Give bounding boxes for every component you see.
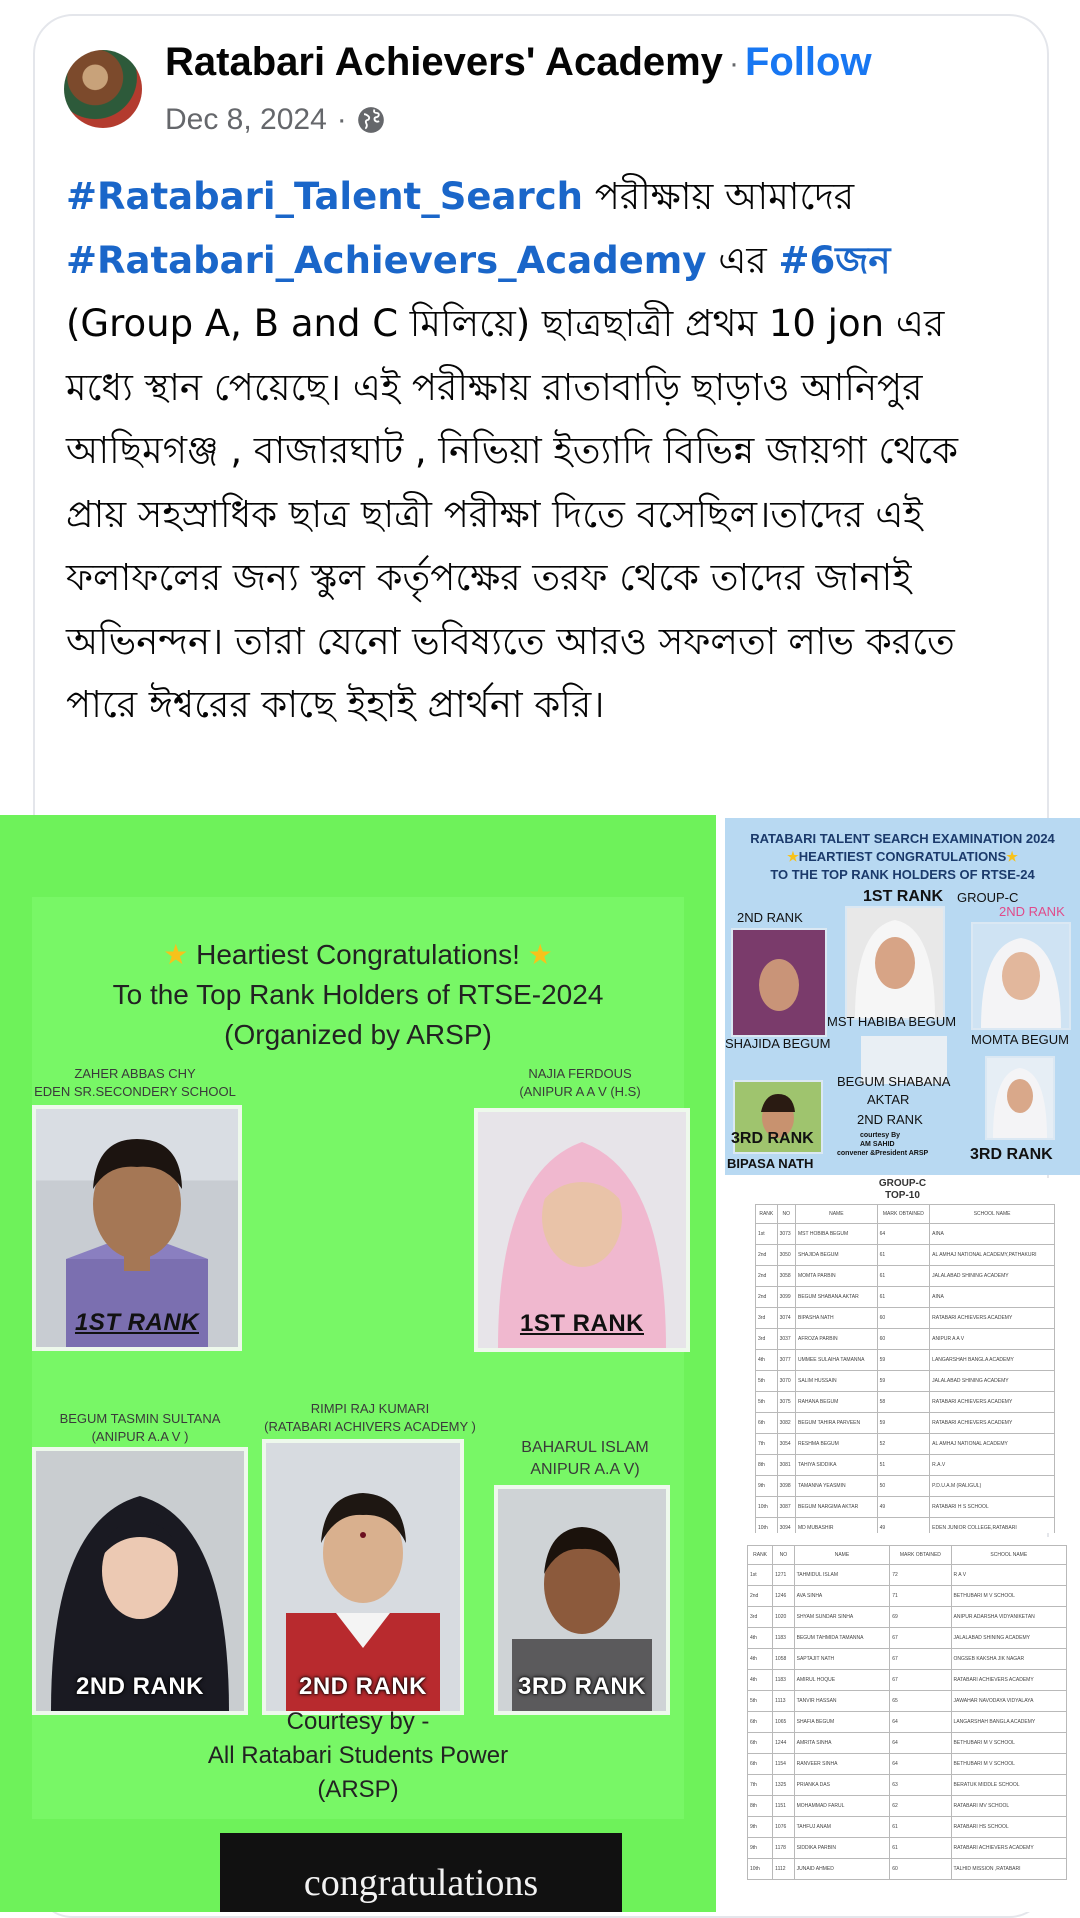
table-cell: 3081 bbox=[777, 1455, 795, 1476]
table-cell: 1112 bbox=[773, 1859, 794, 1880]
globe-icon bbox=[357, 106, 385, 134]
table-cell: AMIRUL HOQUE bbox=[794, 1670, 890, 1691]
table-cell: 59 bbox=[877, 1350, 930, 1371]
table-cell: 67 bbox=[890, 1670, 951, 1691]
rank-label: 2ND RANK bbox=[298, 1673, 427, 1700]
table-cell: 64 bbox=[877, 1224, 930, 1245]
star-icon: ★ bbox=[1006, 849, 1018, 864]
table-cell: UMMEE SULAIHA TAMANNA bbox=[795, 1350, 877, 1371]
table-row bbox=[748, 1691, 1067, 1712]
table-cell: 61 bbox=[877, 1266, 930, 1287]
table-cell: BETHUBARI M V SCHOOL bbox=[951, 1754, 1066, 1775]
table-cell: 3098 bbox=[777, 1476, 795, 1497]
table-row bbox=[748, 1838, 1067, 1859]
table-cell: JAWAHAR NAVODAYA VIDYALAYA bbox=[951, 1691, 1066, 1712]
star-icon: ★ bbox=[527, 939, 553, 970]
table-cell: 4th bbox=[748, 1649, 773, 1670]
table-cell: SALIM HUSSAIN bbox=[795, 1371, 877, 1392]
table-cell: RAHANA BEGUM bbox=[795, 1392, 877, 1413]
rank-label: 1ST RANK bbox=[74, 1309, 199, 1336]
table-cell: 60 bbox=[877, 1308, 930, 1329]
table-cell: TAMANNA YEASMIN bbox=[795, 1476, 877, 1497]
table-cell: RATABARI H S SCHOOL bbox=[930, 1497, 1055, 1518]
table-cell: 5th bbox=[756, 1371, 778, 1392]
table1-title-line1: GROUP-C bbox=[878, 1178, 927, 1189]
table-cell: 61 bbox=[877, 1245, 930, 1266]
poster-heading-line3: (Organized by ARSP) bbox=[224, 1019, 492, 1050]
table-cell: 51 bbox=[877, 1455, 930, 1476]
table-cell: 1183 bbox=[773, 1670, 794, 1691]
rt-name-momta: MOMTA BEGUM bbox=[971, 1032, 1069, 1047]
table-cell: SAPTAJIT NATH bbox=[794, 1649, 890, 1670]
student-photo bbox=[494, 1485, 670, 1715]
student-school: (ANIPUR A A V (H.S) bbox=[519, 1084, 641, 1099]
table-cell: 3075 bbox=[777, 1392, 795, 1413]
table-cell: MOHAMMAD FARUL bbox=[794, 1796, 890, 1817]
table-header-cell: RANK bbox=[756, 1205, 778, 1224]
table-cell: AL AMHAJ NATIONAL ACADEMY,PATHAKURI bbox=[930, 1245, 1055, 1266]
rt-name-bipasa: BIPASA NATH bbox=[727, 1156, 814, 1171]
table-row bbox=[748, 1670, 1067, 1691]
table-cell: 1020 bbox=[773, 1607, 794, 1628]
table-cell: AFROZA PARBIN bbox=[795, 1329, 877, 1350]
table-row bbox=[756, 1308, 1055, 1329]
table-cell: 6th bbox=[748, 1733, 773, 1754]
rank-label: 1ST RANK bbox=[519, 1310, 644, 1337]
table-cell: 3082 bbox=[777, 1413, 795, 1434]
table-cell: 1113 bbox=[773, 1691, 794, 1712]
table-cell: AINA bbox=[930, 1224, 1055, 1245]
table-body bbox=[748, 1565, 1067, 1880]
table-cell: 5th bbox=[748, 1691, 773, 1712]
table-header-row bbox=[748, 1546, 1067, 1565]
table-cell: 1325 bbox=[773, 1775, 794, 1796]
table-cell: 3rd bbox=[756, 1329, 778, 1350]
table-header-cell: SCHOOL NAME bbox=[951, 1546, 1066, 1565]
table-cell: RATABARI ACHIEVERS ACADEMY bbox=[930, 1308, 1055, 1329]
student-school: ANIPUR A.A V) bbox=[530, 1461, 640, 1478]
courtesy-line: Courtesy by - bbox=[286, 1708, 430, 1735]
table-cell: LANGARSHAH BANGLA ACADEMY bbox=[951, 1712, 1066, 1733]
table-row bbox=[756, 1245, 1055, 1266]
table-cell: 8th bbox=[756, 1455, 778, 1476]
table-cell: MD MUBASHIR bbox=[795, 1518, 877, 1534]
student-name: ZAHER ABBAS CHY bbox=[74, 1066, 196, 1081]
table-cell: 1244 bbox=[773, 1733, 794, 1754]
table-row bbox=[756, 1224, 1055, 1245]
table-cell: 58 bbox=[877, 1392, 930, 1413]
table-cell: 9th bbox=[748, 1817, 773, 1838]
rt-shabana-rank: 2ND RANK bbox=[857, 1112, 923, 1127]
table-cell: 72 bbox=[890, 1565, 951, 1586]
table-cell: R A V bbox=[951, 1565, 1066, 1586]
table-cell: 3058 bbox=[777, 1266, 795, 1287]
hashtag-achievers-academy[interactable]: #Ratabari_Achievers_Academy bbox=[66, 238, 707, 282]
results-table-2 bbox=[747, 1545, 1067, 1880]
rt-name-shabana: AKTAR bbox=[867, 1092, 910, 1107]
table-cell: 1183 bbox=[773, 1628, 794, 1649]
star-icon: ★ bbox=[787, 849, 799, 864]
table-cell: 61 bbox=[877, 1287, 930, 1308]
post-meta bbox=[165, 103, 385, 137]
poster-heading bbox=[0, 935, 716, 1055]
table-header-cell: MARK OBTAINED bbox=[890, 1546, 951, 1565]
table-cell: 1st bbox=[748, 1565, 773, 1586]
table-cell: PRIANKA DAS bbox=[794, 1775, 890, 1796]
courtesy-line: All Ratabari Students Power bbox=[207, 1742, 509, 1769]
table-cell: 6th bbox=[748, 1754, 773, 1775]
table-row bbox=[756, 1434, 1055, 1455]
table-cell: RESHMA BEGUM bbox=[795, 1434, 877, 1455]
table-row bbox=[748, 1607, 1067, 1628]
table-cell: 61 bbox=[890, 1817, 951, 1838]
student-caption bbox=[470, 1437, 700, 1481]
table-cell: 3070 bbox=[777, 1371, 795, 1392]
table-cell: 4th bbox=[756, 1350, 778, 1371]
table-row bbox=[756, 1455, 1055, 1476]
table-cell: AMRITA SINHA bbox=[794, 1733, 890, 1754]
student-photo bbox=[32, 1447, 248, 1715]
table-cell: 3037 bbox=[777, 1329, 795, 1350]
student-caption bbox=[25, 1065, 245, 1101]
table-cell: 3087 bbox=[777, 1497, 795, 1518]
rt-name-habiba: MST HABIBA BEGUM bbox=[827, 1014, 957, 1029]
rt-photo bbox=[731, 928, 827, 1037]
table-row bbox=[756, 1497, 1055, 1518]
post-text-segment: পরীক্ষায় আমাদের bbox=[582, 175, 855, 218]
courtesy-line: (ARSP) bbox=[317, 1776, 399, 1803]
student-caption bbox=[470, 1065, 690, 1101]
table-row bbox=[748, 1586, 1067, 1607]
table-cell: 9th bbox=[756, 1476, 778, 1497]
table-cell: 3054 bbox=[777, 1434, 795, 1455]
portrait-illustration bbox=[847, 908, 943, 1018]
table-cell: 59 bbox=[877, 1413, 930, 1434]
page-avatar[interactable] bbox=[64, 50, 142, 128]
rt-second-rank: 2ND RANK bbox=[737, 910, 803, 925]
table-header-cell: RANK bbox=[748, 1546, 773, 1565]
table-cell: JUNAID AHMED bbox=[794, 1859, 890, 1880]
rank-label: 3RD RANK bbox=[517, 1673, 646, 1700]
rt-heading bbox=[725, 830, 1080, 884]
table-cell: 63 bbox=[890, 1775, 951, 1796]
meta-separator: · bbox=[336, 103, 347, 136]
table-cell: RATABARI ACHIEVERS ACADEMY bbox=[951, 1670, 1066, 1691]
table-cell: 1246 bbox=[773, 1586, 794, 1607]
table-cell: ANIPUR ADARSHA VIDYANIKETAN bbox=[951, 1607, 1066, 1628]
student-school: EDEN SR.SECONDERY SCHOOL bbox=[34, 1084, 236, 1099]
table1-title bbox=[725, 1178, 1080, 1202]
table-cell: 69 bbox=[890, 1607, 951, 1628]
table-header-cell: NO bbox=[777, 1205, 795, 1224]
rt-third-rank: 3RD RANK bbox=[731, 1130, 814, 1147]
table-cell: BEGUM SHABANA AKTAR bbox=[795, 1287, 877, 1308]
table-cell: 2nd bbox=[756, 1245, 778, 1266]
table-cell: BEGUM NARGIMA AKTAR bbox=[795, 1497, 877, 1518]
table-cell: TAHFUJ ANAM bbox=[794, 1817, 890, 1838]
header-separator: · bbox=[728, 47, 739, 81]
table-cell: 1065 bbox=[773, 1712, 794, 1733]
table-cell: R.A.V bbox=[930, 1455, 1055, 1476]
table-cell: 2nd bbox=[756, 1287, 778, 1308]
table-cell: 6th bbox=[748, 1712, 773, 1733]
table-row bbox=[748, 1754, 1067, 1775]
table-cell: BETHUBARI M V SCHOOL bbox=[951, 1733, 1066, 1754]
table-cell: 2nd bbox=[748, 1586, 773, 1607]
page-name-link[interactable]: Ratabari Achievers' Academy bbox=[165, 40, 723, 84]
student-name: NAJIA FERDOUS bbox=[528, 1066, 632, 1081]
table-cell: RANVEER SINHA bbox=[794, 1754, 890, 1775]
table-cell: TAHMIDUL ISLAM bbox=[794, 1565, 890, 1586]
table-cell: 65 bbox=[890, 1691, 951, 1712]
portrait-illustration bbox=[36, 1451, 244, 1711]
poster-image-right-top[interactable] bbox=[725, 818, 1080, 1175]
table-cell: AL AMHAJ NATIONAL ACADEMY bbox=[930, 1434, 1055, 1455]
results-table-1 bbox=[755, 1204, 1055, 1533]
rt-name-shabana: BEGUM SHABANA bbox=[837, 1074, 951, 1089]
table-cell: 62 bbox=[890, 1796, 951, 1817]
table-cell: 61 bbox=[890, 1838, 951, 1859]
student-photo bbox=[262, 1439, 464, 1715]
table-cell: AVA SINHA bbox=[794, 1586, 890, 1607]
table-cell: 64 bbox=[890, 1754, 951, 1775]
rt-title-line1: RATABARI TALENT SEARCH EXAMINATION 2024 bbox=[750, 831, 1055, 846]
student-caption bbox=[25, 1410, 255, 1446]
rt-courtesy: courtesy By bbox=[860, 1132, 901, 1139]
table-cell: 50 bbox=[877, 1476, 930, 1497]
table-cell: 67 bbox=[890, 1628, 951, 1649]
table-cell: 52 bbox=[877, 1434, 930, 1455]
table-row bbox=[748, 1628, 1067, 1649]
table-cell: 1154 bbox=[773, 1754, 794, 1775]
student-school: (ANIPUR A.A V ) bbox=[91, 1429, 189, 1444]
rt-title-line3: TO THE TOP RANK HOLDERS OF RTSE-24 bbox=[770, 867, 1035, 882]
table-row bbox=[756, 1287, 1055, 1308]
table-row bbox=[748, 1859, 1067, 1880]
table-row bbox=[748, 1775, 1067, 1796]
table-header-row bbox=[756, 1205, 1055, 1224]
rt-photo bbox=[985, 1056, 1055, 1140]
table-row bbox=[748, 1649, 1067, 1670]
table-cell: RATABARI HS SCHOOL bbox=[951, 1817, 1066, 1838]
table-row bbox=[756, 1371, 1055, 1392]
table-cell: ANIPUR A A V bbox=[930, 1329, 1055, 1350]
table-cell: 3073 bbox=[777, 1224, 795, 1245]
table-cell: 1st bbox=[756, 1224, 778, 1245]
portrait-illustration bbox=[266, 1443, 460, 1711]
table-cell: JALALABAD SHINING ACADEMY bbox=[951, 1628, 1066, 1649]
student-name: RIMPI RAJ KUMARI bbox=[310, 1401, 430, 1416]
rt-photo bbox=[971, 922, 1071, 1030]
portrait-illustration bbox=[987, 1058, 1053, 1138]
table-row bbox=[756, 1392, 1055, 1413]
table-cell: 8th bbox=[748, 1796, 773, 1817]
table-row bbox=[756, 1266, 1055, 1287]
table-cell: SHYAM SUNDAR SINHA bbox=[794, 1607, 890, 1628]
table-cell: 5th bbox=[756, 1392, 778, 1413]
rt-name-shajida: SHAJIDA BEGUM bbox=[725, 1036, 831, 1051]
table-row bbox=[756, 1518, 1055, 1534]
table-cell: 3074 bbox=[777, 1308, 795, 1329]
table-cell: 60 bbox=[890, 1859, 951, 1880]
table-cell: 7th bbox=[756, 1434, 778, 1455]
banner-text: congratulations bbox=[303, 1862, 539, 1904]
table-cell: RATABARI MV SCHOOL bbox=[951, 1796, 1066, 1817]
table-row bbox=[756, 1350, 1055, 1371]
table-cell: SHAJIDA BEGUM bbox=[795, 1245, 877, 1266]
table-cell: BETHUBARI M V SCHOOL bbox=[951, 1586, 1066, 1607]
follow-button[interactable]: Follow bbox=[744, 40, 872, 84]
table-cell: BERATUK MIDDLE SCHOOL bbox=[951, 1775, 1066, 1796]
table-cell: 64 bbox=[890, 1733, 951, 1754]
table-cell: TANVIR HASSAN bbox=[794, 1691, 890, 1712]
table-cell: 3099 bbox=[777, 1287, 795, 1308]
hashtag-6jon[interactable]: #6জন bbox=[778, 238, 891, 282]
table1-title-line2: TOP-10 bbox=[885, 1190, 920, 1201]
table-row bbox=[756, 1413, 1055, 1434]
post-header bbox=[165, 40, 872, 85]
table-row bbox=[756, 1476, 1055, 1497]
table-cell: 3050 bbox=[777, 1245, 795, 1266]
table-cell: SIDDIKA PARBIN bbox=[794, 1838, 890, 1859]
table-body bbox=[756, 1224, 1055, 1534]
table-cell: 9th bbox=[748, 1838, 773, 1859]
table-cell: RATABARI ACHIEVERS ACADEMY bbox=[951, 1838, 1066, 1859]
table-row bbox=[748, 1565, 1067, 1586]
table-cell: 64 bbox=[890, 1712, 951, 1733]
table-cell: 49 bbox=[877, 1518, 930, 1534]
rt-title-line2: HEARTIEST CONGRATULATIONS bbox=[798, 849, 1007, 864]
table-row bbox=[748, 1817, 1067, 1838]
table-cell: 1058 bbox=[773, 1649, 794, 1670]
rt-courtesy: convener &President ARSP bbox=[837, 1150, 929, 1157]
student-name: BAHARUL ISLAM bbox=[521, 1439, 649, 1456]
table-cell: 60 bbox=[877, 1329, 930, 1350]
table-cell: 7th bbox=[748, 1775, 773, 1796]
portrait-illustration bbox=[733, 930, 825, 1035]
table-header-cell: NAME bbox=[795, 1205, 877, 1224]
table-header-cell: SCHOOL NAME bbox=[930, 1205, 1055, 1224]
table-cell: BEGUM TAHMIDA TAMANNA bbox=[794, 1628, 890, 1649]
table-cell: RATABARI ACHIEVERS ACADEMY bbox=[930, 1392, 1055, 1413]
table-cell: JALALABAD SHINING ACADEMY bbox=[930, 1266, 1055, 1287]
rt-group: GROUP-C bbox=[957, 890, 1019, 905]
table-cell: 3rd bbox=[748, 1607, 773, 1628]
table-header-cell: NO bbox=[773, 1546, 794, 1565]
table-cell: 1076 bbox=[773, 1817, 794, 1838]
results-table-image-2[interactable] bbox=[725, 1537, 1080, 1912]
table-header-cell: MARK OBTAINED bbox=[877, 1205, 930, 1224]
student-caption bbox=[255, 1400, 485, 1436]
poster-heading-line2: To the Top Rank Holders of RTSE-2024 bbox=[112, 979, 604, 1010]
table-cell: 3rd bbox=[756, 1308, 778, 1329]
table-cell: BIPASHA NATH bbox=[795, 1308, 877, 1329]
table-cell: EDEN JUNIOR COLLEGE,RATABARI bbox=[930, 1518, 1055, 1534]
post-text-segment: এর bbox=[706, 238, 779, 282]
table-row bbox=[756, 1329, 1055, 1350]
table-cell: P.D.U.A.M (RALIGUL) bbox=[930, 1476, 1055, 1497]
rt-courtesy: AM SAHID bbox=[860, 1141, 895, 1148]
rt-first-rank: 1ST RANK bbox=[863, 888, 944, 905]
table-cell: AINA bbox=[930, 1287, 1055, 1308]
table-cell: JALALABAD SHINING ACADEMY bbox=[930, 1371, 1055, 1392]
table-cell: 1178 bbox=[773, 1838, 794, 1859]
table-cell: TALHID MISSION ,RATABARI bbox=[951, 1859, 1066, 1880]
poster-image-left[interactable] bbox=[0, 815, 716, 1912]
student-school: (RATABARI ACHIVERS ACADEMY ) bbox=[264, 1419, 476, 1434]
table-row bbox=[748, 1712, 1067, 1733]
table-cell: 49 bbox=[877, 1497, 930, 1518]
table-cell: 71 bbox=[890, 1586, 951, 1607]
table-cell: 1151 bbox=[773, 1796, 794, 1817]
table-cell: 10th bbox=[748, 1859, 773, 1880]
table-cell: 59 bbox=[877, 1371, 930, 1392]
table-cell: 67 bbox=[890, 1649, 951, 1670]
results-table-image-1[interactable] bbox=[725, 1178, 1080, 1533]
table-cell: MOMTA PARBIN bbox=[795, 1266, 877, 1287]
table-cell: LANGARSHAH BANGLA ACADEMY bbox=[930, 1350, 1055, 1371]
student-photo bbox=[474, 1108, 690, 1352]
table-cell: 6th bbox=[756, 1413, 778, 1434]
rt-photo bbox=[845, 906, 945, 1020]
rt-second-rank: 2ND RANK bbox=[999, 904, 1065, 919]
portrait-illustration bbox=[973, 924, 1069, 1028]
poster-courtesy bbox=[0, 1705, 716, 1807]
congratulations-banner bbox=[220, 1833, 622, 1912]
student-photo bbox=[32, 1105, 242, 1351]
post-text-segment: (Group A, B and C মিলিয়ে) ছাত্রছাত্রী প্রথম 10 jon এর মধ্যে স্থান পেয়েছে। এই পরীক্ষায় রাতাবাড়ি ছাড়াও আনিপুর আছিমগঞ্জ , বাজারঘাট , নিভিয়া ইত্যাদি বিভিন্ন জায়গা থেকে প্রায় সহস্রাধিক ছাত্র ছাত্রী পরীক্ষা দিতে বসেছিল।তাদের এই ফলাফলের জন্য স্কুল কর্তৃপক্ষের তরফ থেকে তাদের জানাই অভিনন্দন। তারা যেনো ভবিষ্যতে আরও সফলতা লাভ করতে পারে ঈশ্বরের কাছে ইহাই প্রার্থনা করি। bbox=[66, 302, 959, 726]
table-cell: ONGSEB KAKSHA JIK NAGAR bbox=[951, 1649, 1066, 1670]
table-cell: 4th bbox=[748, 1628, 773, 1649]
rank-label: 2ND RANK bbox=[75, 1673, 204, 1700]
table-cell: TAHIYA SIDDIKA bbox=[795, 1455, 877, 1476]
star-icon: ★ bbox=[163, 939, 189, 970]
table-cell: 1271 bbox=[773, 1565, 794, 1586]
rt-third-rank: 3RD RANK bbox=[970, 1146, 1053, 1163]
hashtag-talent-search[interactable]: #Ratabari_Talent_Search bbox=[66, 175, 583, 218]
table-cell: 2nd bbox=[756, 1266, 778, 1287]
post-date[interactable]: Dec 8, 2024 bbox=[165, 103, 327, 136]
table-cell: BEGUM TAHIRA PARVEEN bbox=[795, 1413, 877, 1434]
table-row bbox=[748, 1796, 1067, 1817]
table-cell: MST HOBIBA BEGUM bbox=[795, 1224, 877, 1245]
table-row bbox=[748, 1733, 1067, 1754]
table-cell: 10th bbox=[756, 1497, 778, 1518]
table-cell: RATABARI ACHIEVERS ACADEMY bbox=[930, 1413, 1055, 1434]
poster-heading-line1: Heartiest Congratulations! bbox=[196, 939, 520, 970]
table-cell: SHAFIA BEGUM bbox=[794, 1712, 890, 1733]
table-cell: 10th bbox=[756, 1518, 778, 1534]
post-body-text bbox=[66, 165, 1016, 737]
table-header-cell: NAME bbox=[794, 1546, 890, 1565]
student-name: BEGUM TASMIN SULTANA bbox=[59, 1411, 221, 1426]
table-cell: 3077 bbox=[777, 1350, 795, 1371]
table-cell: 4th bbox=[748, 1670, 773, 1691]
table-cell: 3094 bbox=[777, 1518, 795, 1534]
